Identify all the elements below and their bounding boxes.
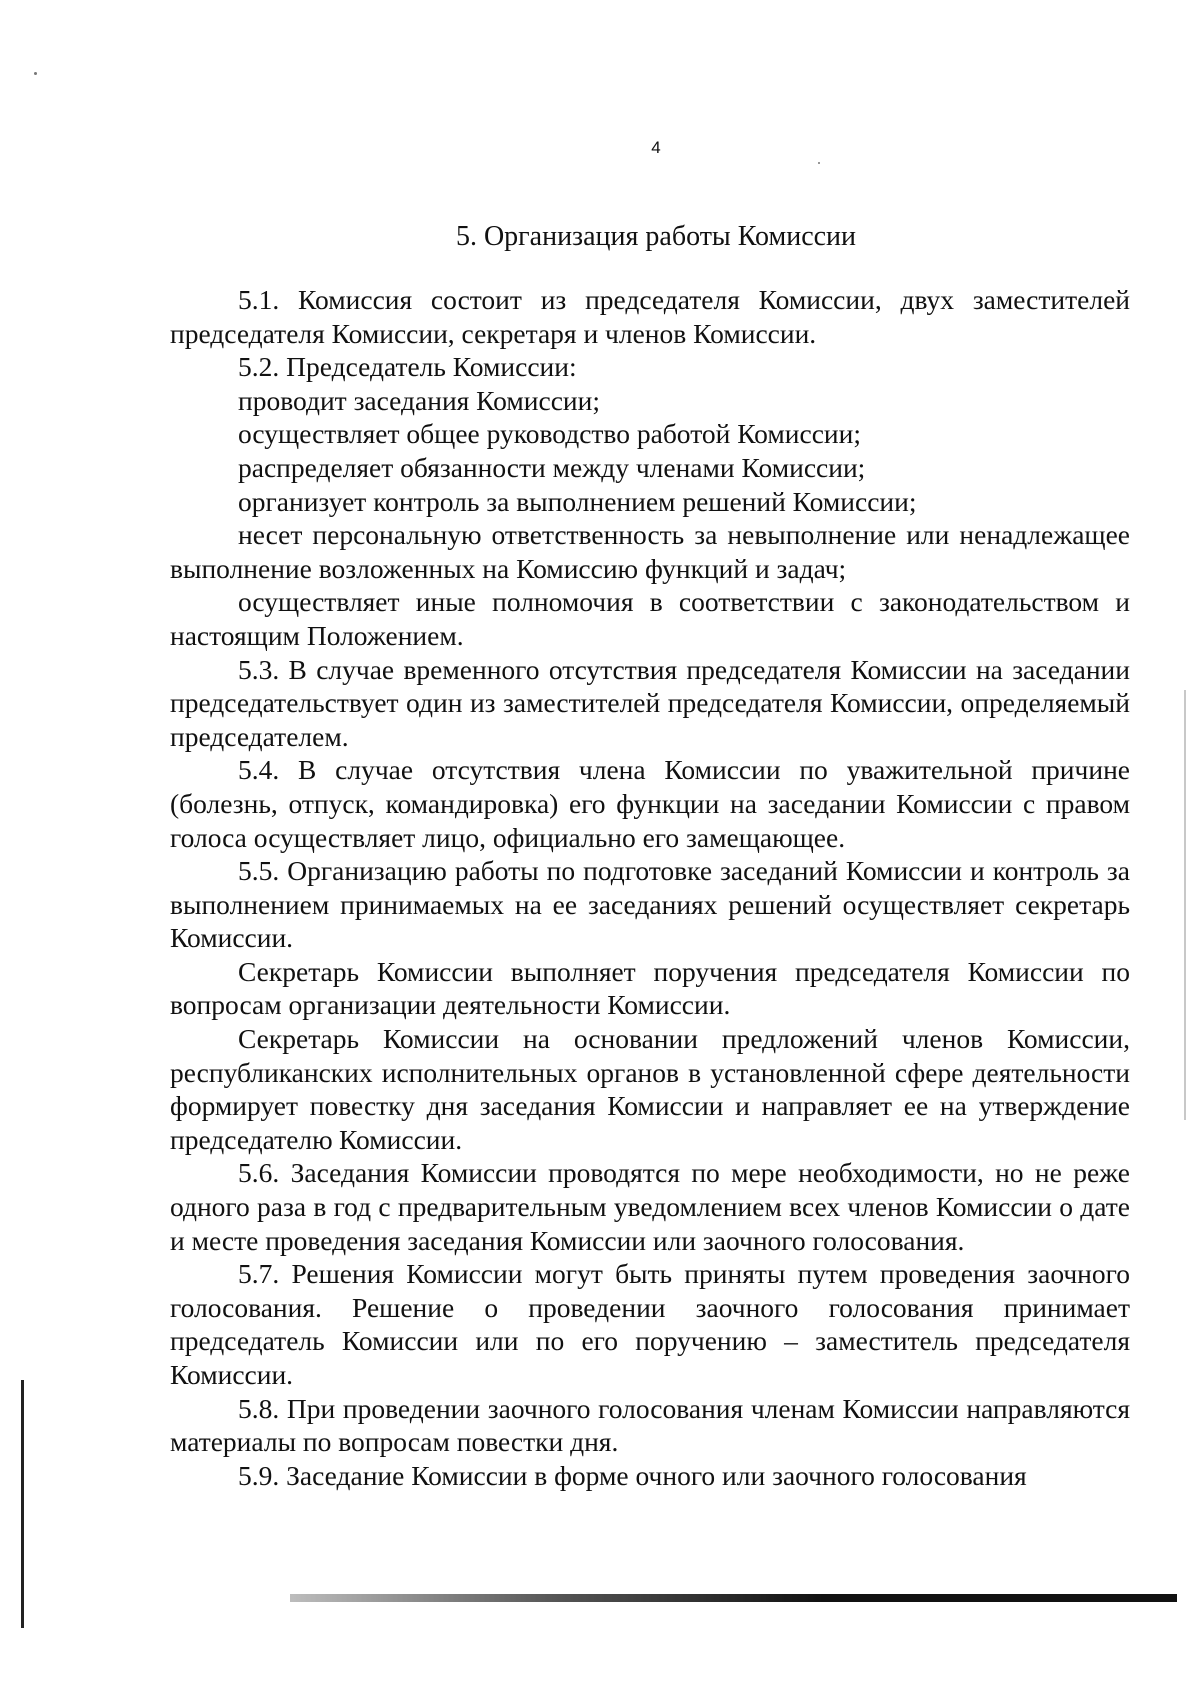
- scan-edge-line-right: [1184, 690, 1186, 1120]
- footer-rule: [290, 1594, 1177, 1602]
- paragraph-5-7: 5.7. Решения Комиссии могут быть приняты путем проведения заочного голосования. Решение о проведении заочного голосования принимает председатель Комиссии или по его поручению – заместитель председателя Комиссии.: [170, 1258, 1130, 1390]
- paragraph-secretary-orders: Секретарь Комиссии выполняет поручения председателя Комиссии по вопросам организации деятельности Комиссии.: [170, 955, 1130, 1021]
- page-number: 4: [651, 138, 661, 157]
- list-item-chairman-duty: осуществляет общее руководство работой Комиссии;: [238, 418, 861, 450]
- paragraph-5-3: 5.3. В случае временного отсутствия председателя Комиссии на заседании председательствует один из заместителей председателя Комиссии, определяемый председателем.: [170, 653, 1130, 752]
- paragraph-5-5: 5.5. Организацию работы по подготовке заседаний Комиссии и контроль за выполнением принимаемых на ее заседаниях решений осуществляет секретарь Комиссии.: [170, 855, 1130, 954]
- list-item-chairman-duty: проводит заседания Комиссии;: [238, 384, 600, 416]
- list-item-chairman-duty: несет персональную ответственность за невыполнение или ненадлежащее выполнение возложенных на Комиссию функций и задач;: [170, 519, 1130, 584]
- paragraph-5-1: 5.1. Комиссия состоит из председателя Комиссии, двух заместителей председателя Комиссии, секретаря и членов Комиссии.: [170, 284, 1130, 349]
- paragraph-5-2: 5.2. Председатель Комиссии:: [238, 351, 577, 383]
- paragraph-secretary-agenda: Секретарь Комиссии на основании предложений членов Комиссии, республиканских исполнительных органов в установленной сфере деятельности формирует повестку дня заседания Комиссии и направляет ее на утверждение председателю Комиссии.: [170, 1023, 1130, 1155]
- list-item-chairman-duty: осуществляет иные полномочия в соответствии с законодательством и настоящим Положением.: [170, 586, 1130, 651]
- list-item-chairman-duty: распределяет обязанности между членами Комиссии;: [238, 451, 866, 483]
- scan-speck: [818, 162, 820, 164]
- list-item-chairman-duty: организует контроль за выполнением решений Комиссии;: [238, 485, 917, 517]
- scan-edge-line-left: [21, 1380, 24, 1628]
- document-body: [170, 283, 1130, 1492]
- paragraph-5-4: 5.4. В случае отсутствия члена Комиссии по уважительной причине (болезнь, отпуск, командировка) его функции на заседании Комиссии с правом голоса осуществляет лицо, официально его замещающее.: [170, 754, 1130, 853]
- section-title: 5. Организация работы Комиссии: [455, 221, 857, 252]
- paragraph-5-6: 5.6. Заседания Комиссии проводятся по мере необходимости, но не реже одного раза в год с предварительным уведомлением всех членов Комиссии о дате и месте проведения заседания Комиссии или заочного голосования.: [170, 1157, 1130, 1256]
- scan-speck: [34, 72, 37, 75]
- paragraph-5-8: 5.8. При проведении заочного голосования членам Комиссии направляются материалы по вопросам повестки дня.: [170, 1392, 1130, 1458]
- paragraph-5-9: 5.9. Заседание Комиссии в форме очного или заочного голосования: [238, 1459, 1027, 1491]
